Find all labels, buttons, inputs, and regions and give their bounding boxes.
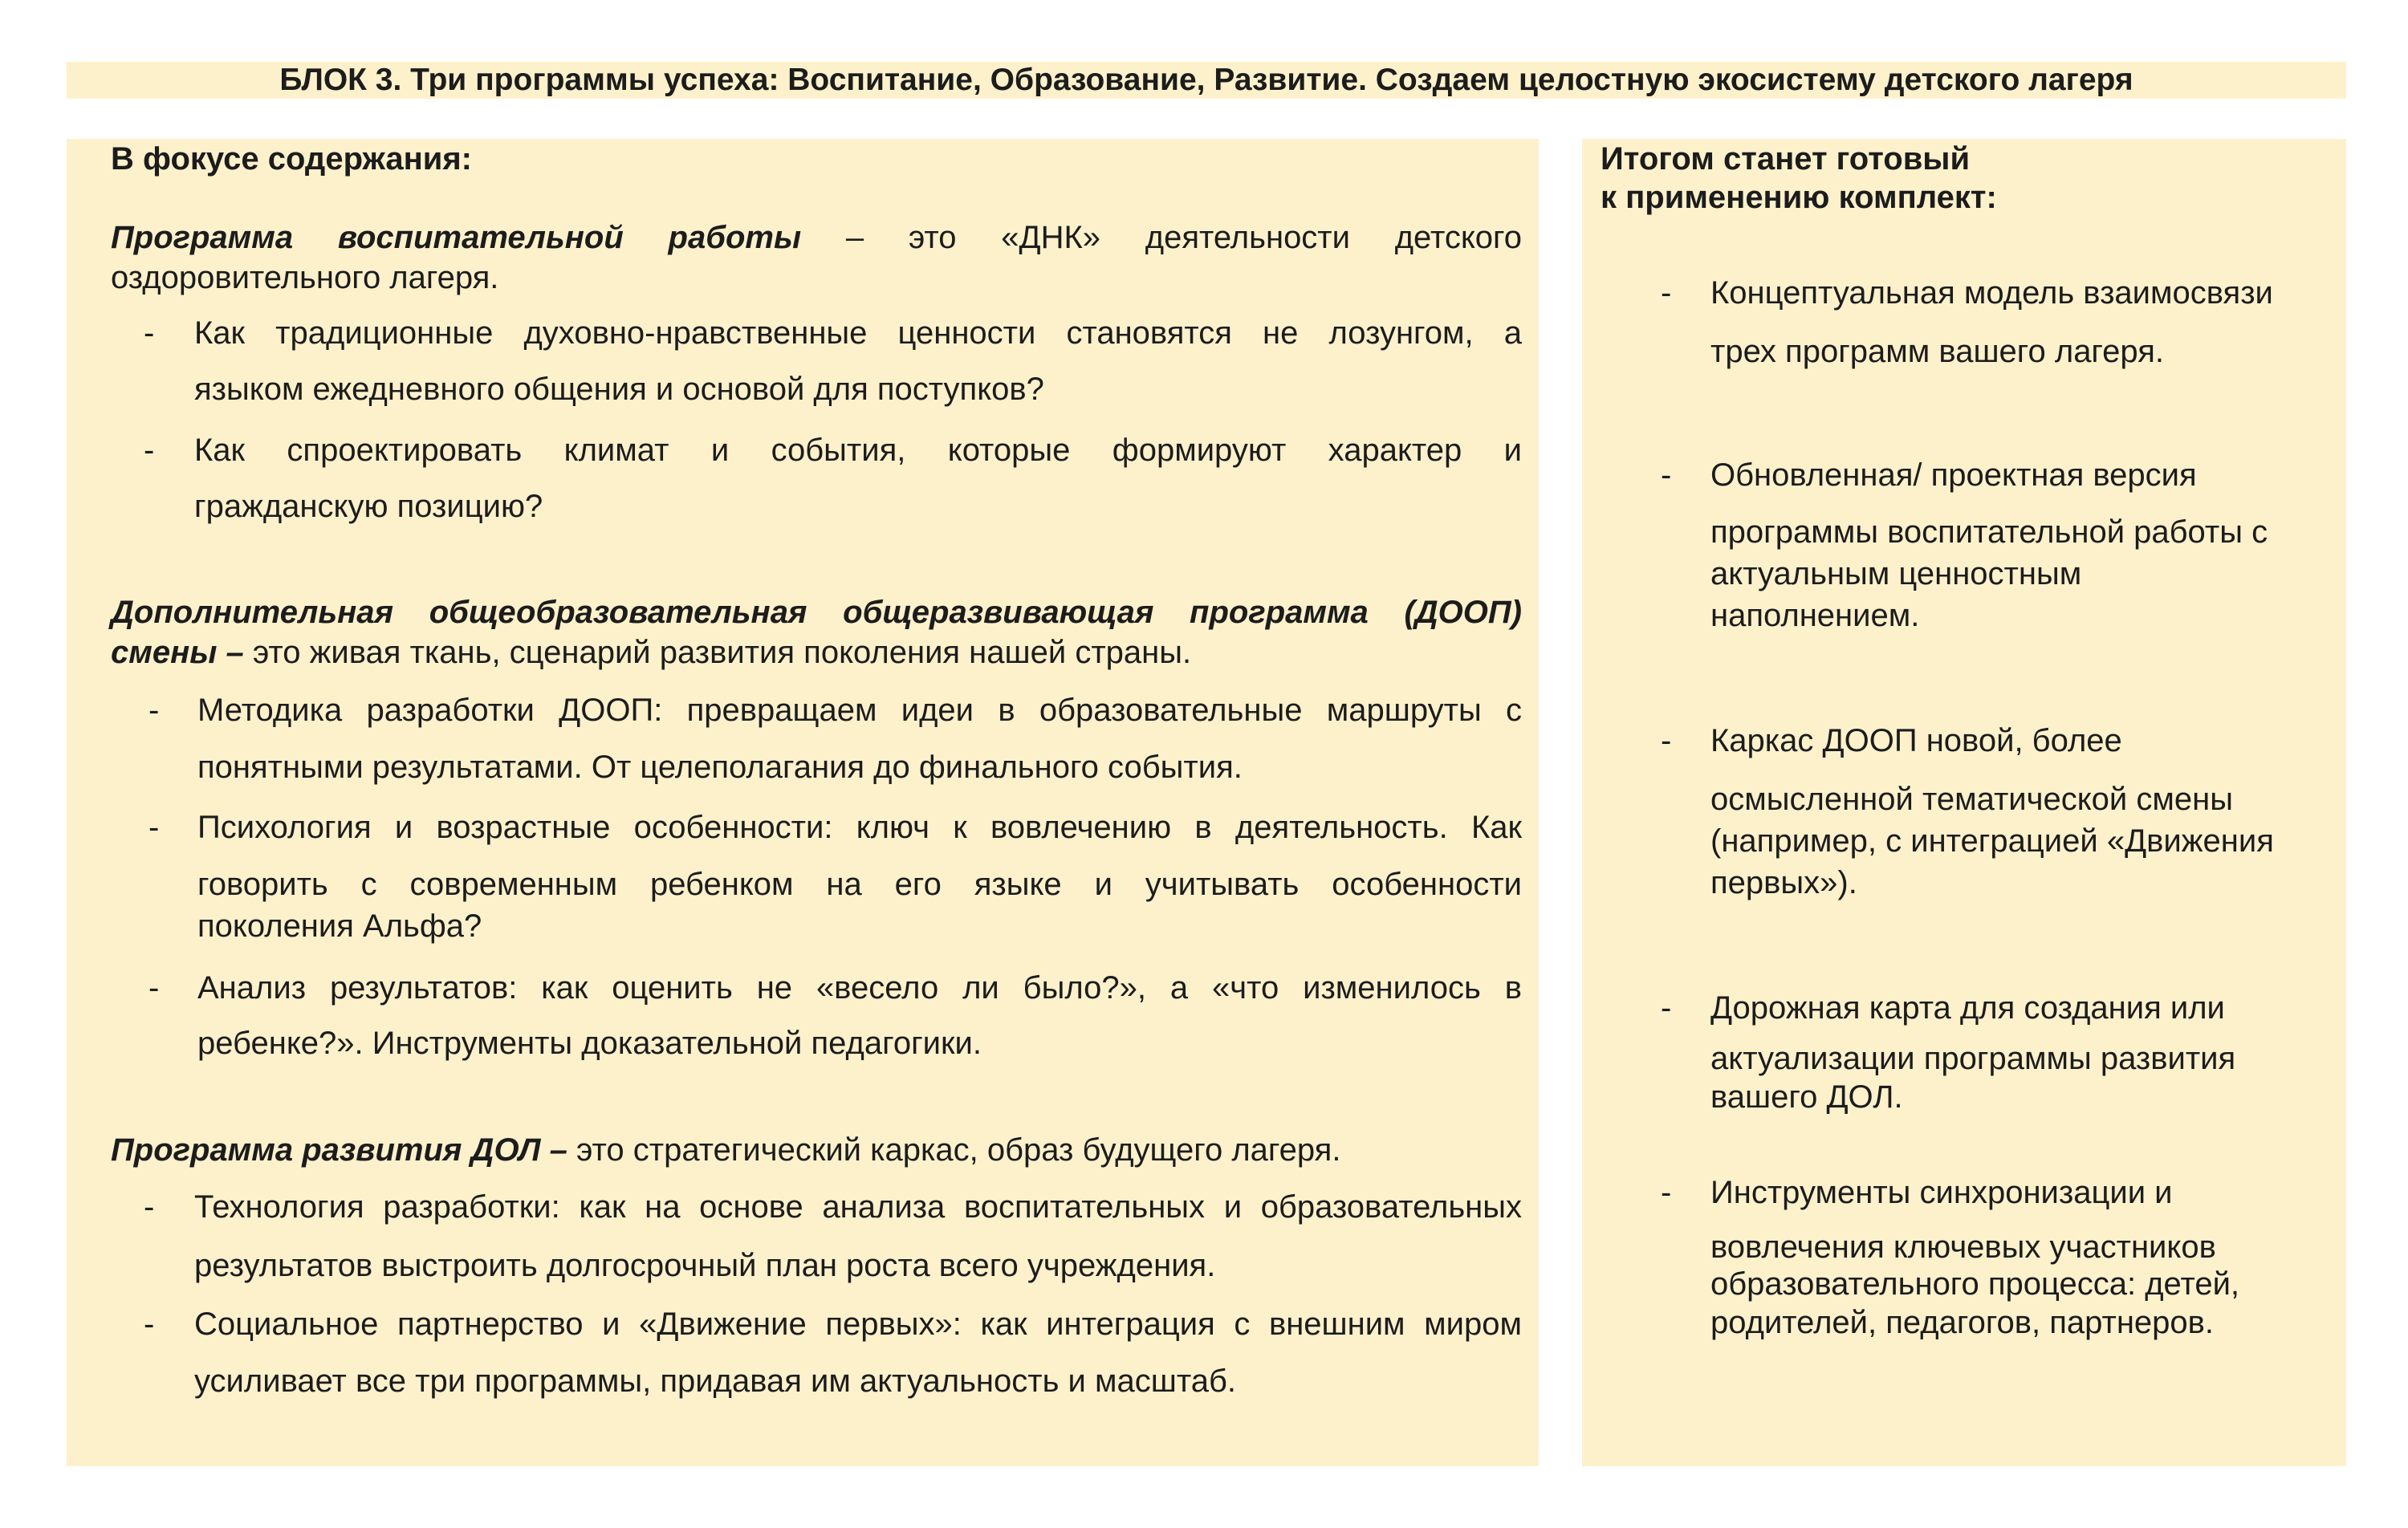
list-item: Как спроектировать климат и события, которые формируют характер и <box>194 433 1522 468</box>
list-item: ребенке?». Инструменты доказательной педагогики. <box>197 1026 982 1061</box>
list-item: гражданскую позицию? <box>194 489 543 524</box>
result-item: актуализации программы развития <box>1710 1041 2236 1076</box>
right-heading: Итогом станет готовый <box>1601 141 1971 177</box>
bullet-dash: - <box>1661 1175 1672 1210</box>
s1-title: Программа воспитательной работы <box>111 220 802 255</box>
bullet-dash: - <box>148 970 160 1006</box>
list-item: поколения Альфа? <box>197 908 482 944</box>
list-item: усиливает все три программы, придавая им актуальность и масштаб. <box>194 1363 1236 1399</box>
result-item: (например, с интеграцией «Движения <box>1710 823 2274 859</box>
bullet-dash: - <box>144 433 155 468</box>
result-item: Инструменты синхронизации и <box>1710 1175 2173 1210</box>
s2-desc: это живая ткань, сценарий развития поколения нашей страны. <box>243 635 1192 670</box>
bullet-dash: - <box>144 1307 155 1342</box>
s2-title: Дополнительная общеобразовательная общеразвивающая программа (ДООП) <box>111 595 1522 630</box>
result-item: программы воспитательной работы с <box>1710 514 2268 550</box>
block-title: БЛОК 3. Три программы успеха: Воспитание, Образование, Развитие. Создаем целостную экосистему детского лагеря <box>279 63 2133 97</box>
list-item: Анализ результатов: как оценить не «весело ли было?», а «что изменилось в <box>197 970 1522 1006</box>
result-item: первых»). <box>1710 865 1857 900</box>
bullet-dash: - <box>1661 275 1672 311</box>
bullet-dash: - <box>1661 457 1672 493</box>
result-item: Дорожная карта для создания или <box>1710 990 2225 1026</box>
list-item: Методика разработки ДООП: превращаем идеи в образовательные маршруты с <box>197 693 1522 728</box>
list-item: Психология и возрастные особенности: ключ к вовлечению в деятельность. Как <box>197 810 1522 845</box>
s1-desc: – это «ДНК» деятельности детского <box>801 220 1522 255</box>
list-item: Социальное партнерство и «Движение первых»: как интеграция с внешним миром <box>194 1307 1522 1342</box>
s3-desc: это стратегический каркас, образ будущего лагеря. <box>567 1132 1341 1168</box>
bullet-dash: - <box>1661 723 1672 758</box>
left-heading: В фокусе содержания: <box>111 141 472 177</box>
list-item: Технология разработки: как на основе анализа воспитательных и образовательных <box>194 1189 1522 1225</box>
result-item: Концептуальная модель взаимосвязи <box>1710 275 2273 311</box>
s3-title: Программа развития ДОЛ – <box>111 1132 567 1168</box>
result-item: осмысленной тематической смены <box>1710 782 2233 817</box>
result-item: вовлечения ключевых участников <box>1710 1229 2216 1265</box>
bullet-dash: - <box>1661 990 1672 1026</box>
list-item: понятными результатами. От целеполагания до финального события. <box>197 750 1243 785</box>
s2-line2 <box>111 633 1191 672</box>
list-item: результатов выстроить долгосрочный план роста всего учреждения. <box>194 1248 1216 1283</box>
result-item: образовательного процесса: детей, <box>1710 1266 2240 1302</box>
s1-line2: оздоровительного лагеря. <box>111 260 499 295</box>
result-item: актуальным ценностным <box>1710 556 2082 591</box>
s2-title-end: смены – <box>111 635 244 670</box>
list-item: говорить с современным ребенком на его языке и учитывать особенности <box>197 867 1522 902</box>
result-item: трех программ вашего лагеря. <box>1710 334 2164 369</box>
s3-line1 <box>111 1131 1340 1169</box>
bullet-dash: - <box>144 1189 155 1225</box>
result-item: родителей, педагогов, партнеров. <box>1710 1305 2215 1340</box>
result-item: вашего ДОЛ. <box>1710 1079 1903 1115</box>
bullet-dash: - <box>144 315 155 351</box>
result-item: Обновленная/ проектная версия <box>1710 457 2197 493</box>
list-item: языком ежедневного общения и основой для поступков? <box>194 372 1044 407</box>
result-item: Каркас ДООП новой, более <box>1710 723 2122 758</box>
list-item: Как традиционные духовно-нравственные ценности становятся не лозунгом, а <box>194 315 1522 351</box>
bullet-dash: - <box>148 810 160 845</box>
s1-line1 <box>111 218 1522 257</box>
result-item: наполнением. <box>1710 598 1920 633</box>
bullet-dash: - <box>148 693 160 728</box>
right-heading: к применению комплект: <box>1601 180 1997 215</box>
